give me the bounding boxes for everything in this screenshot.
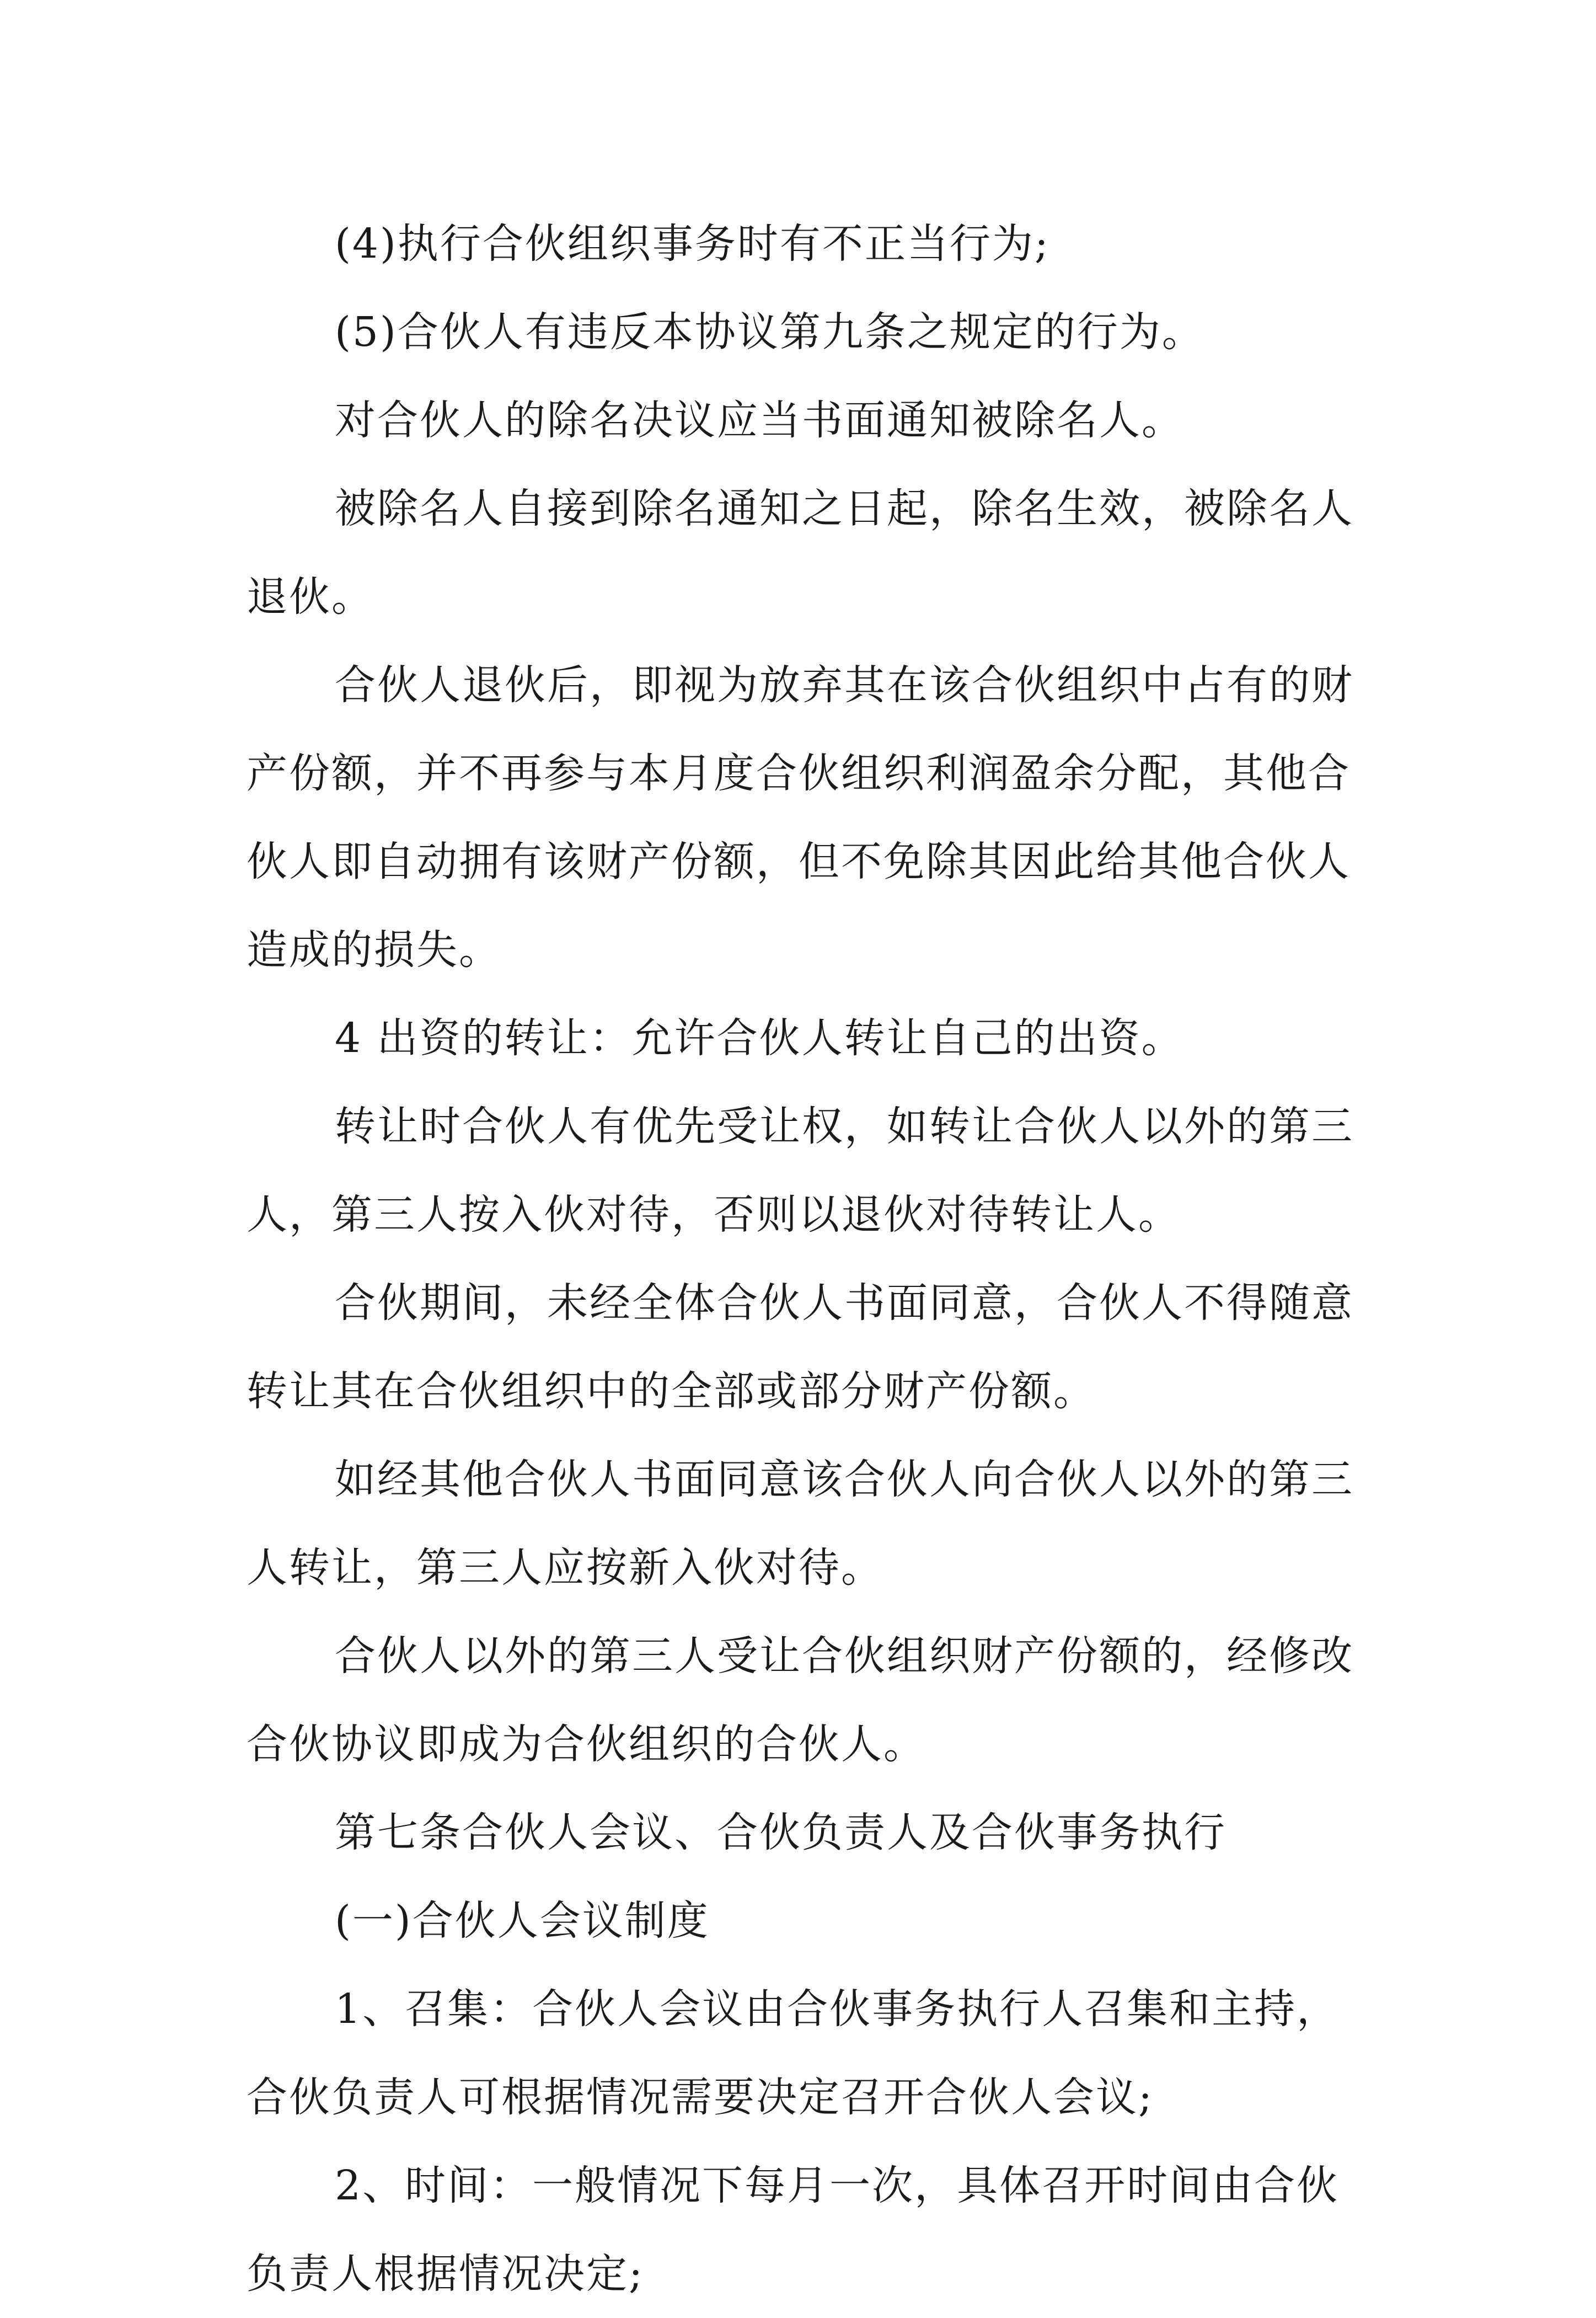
paragraph-notice: 对合伙人的除名决议应当书面通知被除名人。 bbox=[335, 397, 1184, 444]
paragraph-transfer-consent: 合伙期间，未经全体合伙人书面同意，合伙人不得随意转让其在合伙组织中的全部或部分财产份额。 bbox=[247, 1279, 1354, 1415]
subsection-heading-meetings: (一)合伙人会议制度 bbox=[335, 1897, 710, 1945]
paragraph-withdrawal-share: 合伙人退伙后，即视为放弃其在该合伙组织中占有的财产份额，并不再参与本月度合伙组织利润盈余分配，其他合伙人即自动拥有该财产份额，但不免除其因此给其他合伙人造成的损失。 bbox=[247, 661, 1354, 974]
section-heading-article-7: 第七条合伙人会议、合伙负责人及合伙事务执行 bbox=[335, 1809, 1227, 1856]
paragraph-violation: (5)合伙人有违反本协议第九条之规定的行为。 bbox=[335, 308, 1204, 356]
paragraph-misconduct: (4)执行合伙组织事务时有不正当行为; bbox=[335, 220, 1050, 268]
paragraph-new-partner: 合伙人以外的第三人受让合伙组织财产份额的，经修改合伙协议即成为合伙组织的合伙人。 bbox=[247, 1632, 1354, 1768]
paragraph-expulsion-effective: 被除名人自接到除名通知之日起，除名生效，被除名人退伙。 bbox=[247, 485, 1354, 621]
paragraph-capital-transfer: 4 出资的转让：允许合伙人转让自己的出资。 bbox=[335, 1014, 1184, 1062]
paragraph-meeting-time: 2、时间：一般情况下每月一次，具体召开时间由合伙负责人根据情况决定; bbox=[247, 2162, 1340, 2298]
paragraph-convening: 1、召集：合伙人会议由合伙事务执行人召集和主持，合伙负责人可根据情况需要决定召开合伙人会议; bbox=[247, 1985, 1340, 2121]
paragraph-preemptive-right: 转让时合伙人有优先受让权，如转让合伙人以外的第三人，第三人按入伙对待，否则以退伙对待转让人。 bbox=[247, 1103, 1354, 1238]
paragraph-third-party-transfer: 如经其他合伙人书面同意该合伙人向合伙人以外的第三人转让，第三人应按新入伙对待。 bbox=[247, 1456, 1354, 1591]
document-body bbox=[247, 200, 1355, 2318]
